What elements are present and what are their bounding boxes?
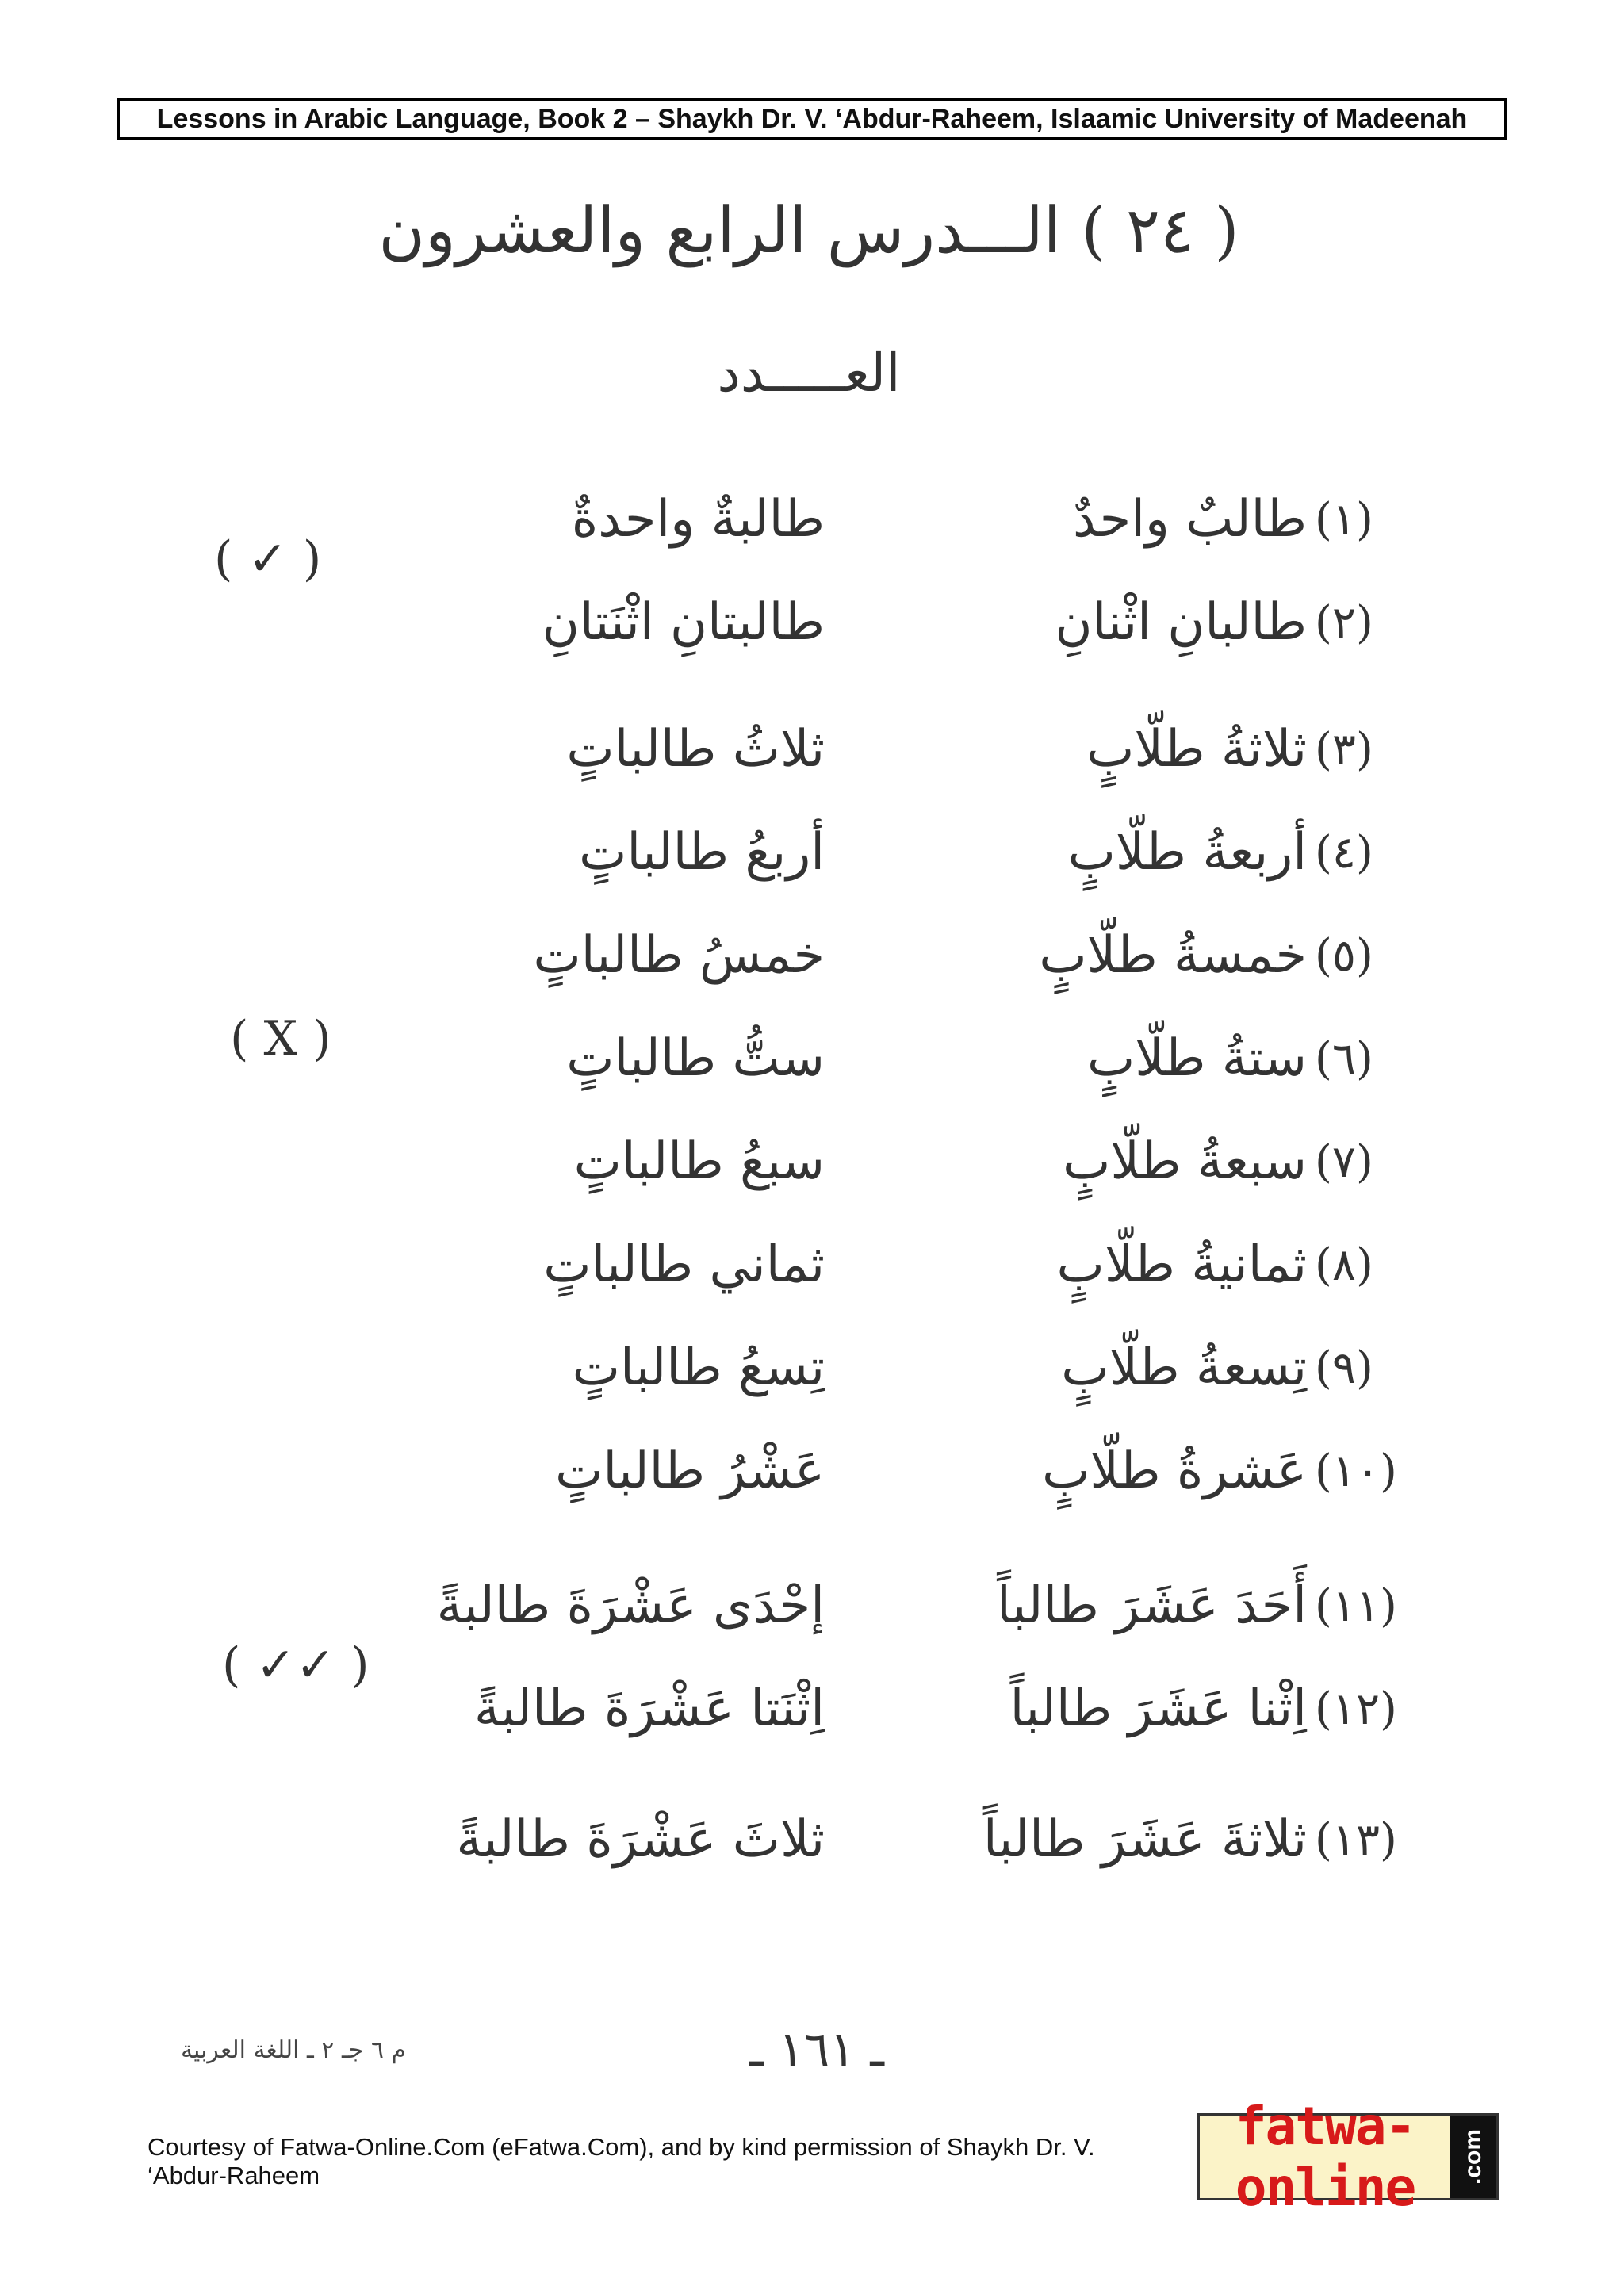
item-number: (٧) (1315, 1136, 1373, 1188)
feminine-phrase: أربعُ طالباتٍ (579, 823, 825, 882)
list-item (0, 912, 1624, 999)
lesson-title: ( ٢٤ ) الـــدرس الرابع والعشرون (378, 193, 1239, 267)
list-item (0, 1324, 1624, 1411)
item-number: (٤) (1315, 826, 1373, 879)
masculine-phrase: طالبانِ اثْنانِ (1055, 593, 1307, 652)
list-item (0, 809, 1624, 896)
item-number: (٩) (1315, 1342, 1373, 1394)
masculine-phrase: اِثْنا عَشَرَ طالباً (1009, 1679, 1307, 1738)
logo-suffix: .com (1450, 2116, 1496, 2198)
masculine-phrase: خمسةُ طلّابٍ (1039, 926, 1307, 985)
feminine-phrase: ثلاثَ عَشْرَةَ طالبةً (456, 1810, 825, 1869)
item-number: (١٢) (1315, 1683, 1397, 1735)
list-item (0, 1796, 1624, 1883)
item-number: (١٣) (1315, 1813, 1397, 1866)
item-number: (٢) (1315, 596, 1373, 649)
feminine-phrase: تِسعُ طالباتٍ (572, 1338, 825, 1397)
masculine-phrase: ستةُ طلّابٍ (1087, 1029, 1307, 1088)
item-number: (١١) (1315, 1580, 1397, 1632)
masculine-phrase: ثلاثةُ طلّابٍ (1086, 720, 1307, 779)
list-item (0, 1118, 1624, 1205)
masculine-phrase: ثمانيةُ طلّابٍ (1056, 1235, 1307, 1294)
list-item (0, 1427, 1624, 1515)
feminine-phrase: طالبتانِ اثْنَتانِ (542, 593, 825, 652)
feminine-phrase: إحْدَى عَشْرَةَ طالبةً (436, 1576, 825, 1635)
header-title: Lessons in Arabic Language, Book 2 – Shaykh Dr. V. ‘Abdur-Raheem, Islaamic University of Madeenah (156, 103, 1468, 134)
cross-mark: ( X ) (230, 1011, 331, 1067)
footer-credit: Courtesy of Fatwa-Online.Com (eFatwa.Com), and by kind permission of Shaykh Dr. V. ‘Abdur-Raheem (147, 2133, 1095, 2189)
double-check-mark: ( ✓✓ ) (222, 1637, 370, 1693)
lesson-subtitle: العـــــدد (717, 342, 901, 404)
feminine-phrase: اِثْنَتا عَشْرَةَ طالبةً (473, 1679, 825, 1738)
feminine-phrase: عَشْرُ طالباتٍ (555, 1442, 825, 1500)
feminine-phrase: سبعُ طالباتٍ (573, 1132, 825, 1191)
logo-text: fatwa-online (1235, 2096, 1415, 2218)
book-reference: م ٦ جـ ٢ ـ اللغة العربية (180, 2035, 407, 2064)
document-header (117, 98, 1507, 140)
masculine-phrase: عَشرةُ طلّابٍ (1042, 1442, 1307, 1500)
feminine-phrase: طالبةٌ واحدةٌ (571, 490, 825, 549)
masculine-phrase: أَحَدَ عَشَرَ طالباً (997, 1576, 1307, 1635)
item-number: (٣) (1315, 723, 1373, 776)
list-item (0, 706, 1624, 793)
check-mark: ( ✓ ) (214, 531, 322, 587)
list-item (0, 1221, 1624, 1308)
masculine-phrase: تِسعةُ طلّابٍ (1061, 1338, 1307, 1397)
masculine-phrase: ثلاثةَ عَشَرَ طالباً (982, 1810, 1307, 1869)
feminine-phrase: ثماني طالباتٍ (543, 1235, 825, 1294)
item-number: (٥) (1315, 929, 1373, 982)
item-number: (٦) (1315, 1032, 1373, 1085)
item-number: (١) (1315, 493, 1373, 546)
masculine-phrase: أربعةُ طلّابٍ (1067, 823, 1307, 882)
item-number: (١٠) (1315, 1445, 1397, 1497)
masculine-phrase: طالبٌ واحدٌ (1073, 490, 1307, 549)
page-number: ـ ١٦١ ـ (749, 2022, 884, 2078)
fatwa-online-logo (1197, 2096, 1499, 2218)
feminine-phrase: ستُّ طالباتٍ (566, 1029, 825, 1088)
masculine-phrase: سبعةُ طلّابٍ (1063, 1132, 1307, 1191)
feminine-phrase: خمسُ طالباتٍ (533, 926, 825, 985)
feminine-phrase: ثلاثُ طالباتٍ (566, 720, 825, 779)
item-number: (٨) (1315, 1239, 1373, 1291)
